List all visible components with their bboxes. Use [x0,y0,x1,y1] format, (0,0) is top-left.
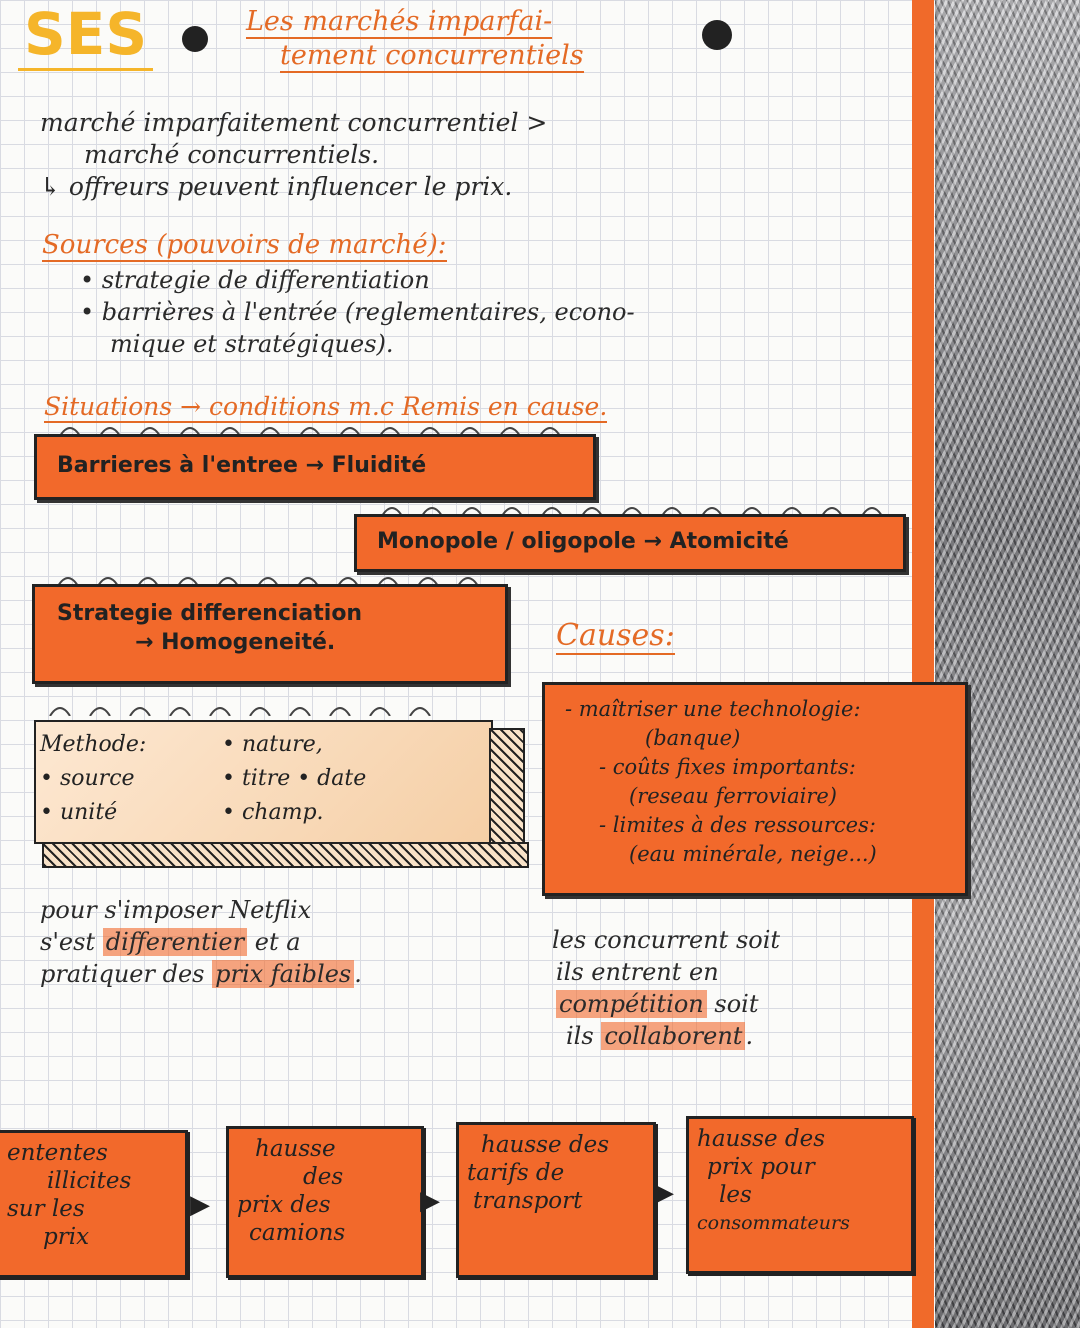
netflix-line2 [40,928,301,956]
netflix-line2-b: et a [254,928,301,956]
causes-item-4: (reseau ferroviaire) [629,784,837,808]
card-barrieres-fluidite [34,434,596,500]
causes-item-1: - maîtriser une technologie: [565,697,861,721]
flow-step-4-line4: consommateurs [697,1212,850,1234]
flow-step-1-line2: illicites [47,1168,132,1194]
arrow-right-icon: ▶ [190,1190,210,1220]
flow-step-2-line1: hausse [255,1136,336,1162]
fur-background [930,0,1080,1328]
sources-item-3: mique et stratégiques). [110,330,394,358]
spiral-binding-4 [40,700,440,716]
card-monopole-atomicite [354,514,906,572]
competitors-line1: les concurrent soit [552,926,781,954]
flow-step-4-line2: prix pour [707,1154,815,1180]
causes-item-5: - limites à des ressources: [599,813,876,837]
competitors-line3 [556,990,759,1018]
method-col2 [222,728,366,830]
margin-strip [912,0,934,1328]
bullet-dot-right [702,20,732,50]
sources-heading: Sources (pouvoirs de marché): [42,230,447,260]
competitors-highlight-competition: compétition [556,990,707,1018]
competitors-line3-b: soit [714,990,759,1018]
method-col1-row1: Methode: [40,732,147,757]
netflix-line3-a: pratiquer des [40,960,205,988]
card3-line2: → Homogeneité. [135,630,336,655]
method-col2-row2: • titre • date [222,766,367,791]
flow-step-3-line1: hausse des [481,1132,610,1158]
method-col2-row3: • champ. [222,800,324,825]
situations-heading: Situations → conditions m.c Remis en cause. [44,392,608,421]
method-col1-row2: • source [40,766,135,791]
flow-step-2-line3: prix des [237,1192,331,1218]
competitors-line4-a: ils [566,1022,594,1050]
flow-step-4 [686,1116,914,1274]
flow-step-1 [0,1130,188,1278]
method-col2-row1: • nature, [222,732,323,757]
netflix-line2-a: s'est [40,928,96,956]
causes-item-6: (eau minérale, neige...) [629,842,877,866]
intro-line3: ↳ offreurs peuvent influencer le prix. [40,172,513,201]
method-col1-row3: • unité [40,800,118,825]
competitors-line4 [566,1022,753,1050]
card-strategie-homogeneite [32,584,508,684]
netflix-line3 [40,960,362,988]
flow-step-1-line1: ententes [7,1140,108,1166]
competitors-line4-b: . [745,1022,754,1050]
flow-step-3-line2: tarifs de [467,1160,565,1186]
flow-step-2 [226,1126,424,1278]
method-box-bottom [42,842,529,868]
flow-step-1-line4: prix [43,1224,90,1250]
netflix-line3-b: . [354,960,362,988]
method-col1 [40,728,146,830]
netflix-highlight-prix: prix faibles [212,960,354,988]
sources-item-1: • strategie de differentiation [80,266,430,294]
method-box [34,720,493,844]
page-title-line1: Les marchés imparfai- [246,6,553,37]
subject-title: SES [18,0,153,71]
causes-item-2: (banque) [645,726,741,750]
arrow-right-icon: ▶ [654,1178,674,1208]
flow-step-4-line1: hausse des [697,1126,826,1152]
card2-text: Monopole / oligopole → Atomicité [377,529,789,554]
flow-step-3-line3: transport [473,1188,583,1214]
flow-step-2-line4: camions [249,1220,346,1246]
card3-line1: Strategie differenciation [57,601,363,626]
sources-item-2: • barrières à l'entrée (reglementaires, econo- [80,298,635,326]
causes-heading: Causes: [556,618,675,653]
intro-line1: marché imparfaitement concurrentiel > [40,108,548,137]
arrow-right-icon: ▶ [420,1186,440,1216]
competitors-line2: ils entrent en [556,958,719,986]
method-box-side [489,728,525,852]
flow-step-2-line2: des [303,1164,344,1190]
card1-text: Barrieres à l'entree → Fluidité [57,453,427,478]
page-title-line2: tement concurrentiels [280,40,584,71]
netflix-highlight-differentier: differentier [103,928,247,956]
causes-item-3: - coûts fixes importants: [599,755,856,779]
intro-line2: marché concurrentiels. [84,140,380,169]
flow-step-3 [456,1122,656,1278]
netflix-line1: pour s'imposer Netflix [40,896,312,924]
bullet-dot-left [182,26,208,52]
flow-step-1-line3: sur les [7,1196,85,1222]
competitors-highlight-collaborent: collaborent [601,1022,745,1050]
causes-box [542,682,968,896]
flow-step-4-line3: les [719,1182,752,1208]
